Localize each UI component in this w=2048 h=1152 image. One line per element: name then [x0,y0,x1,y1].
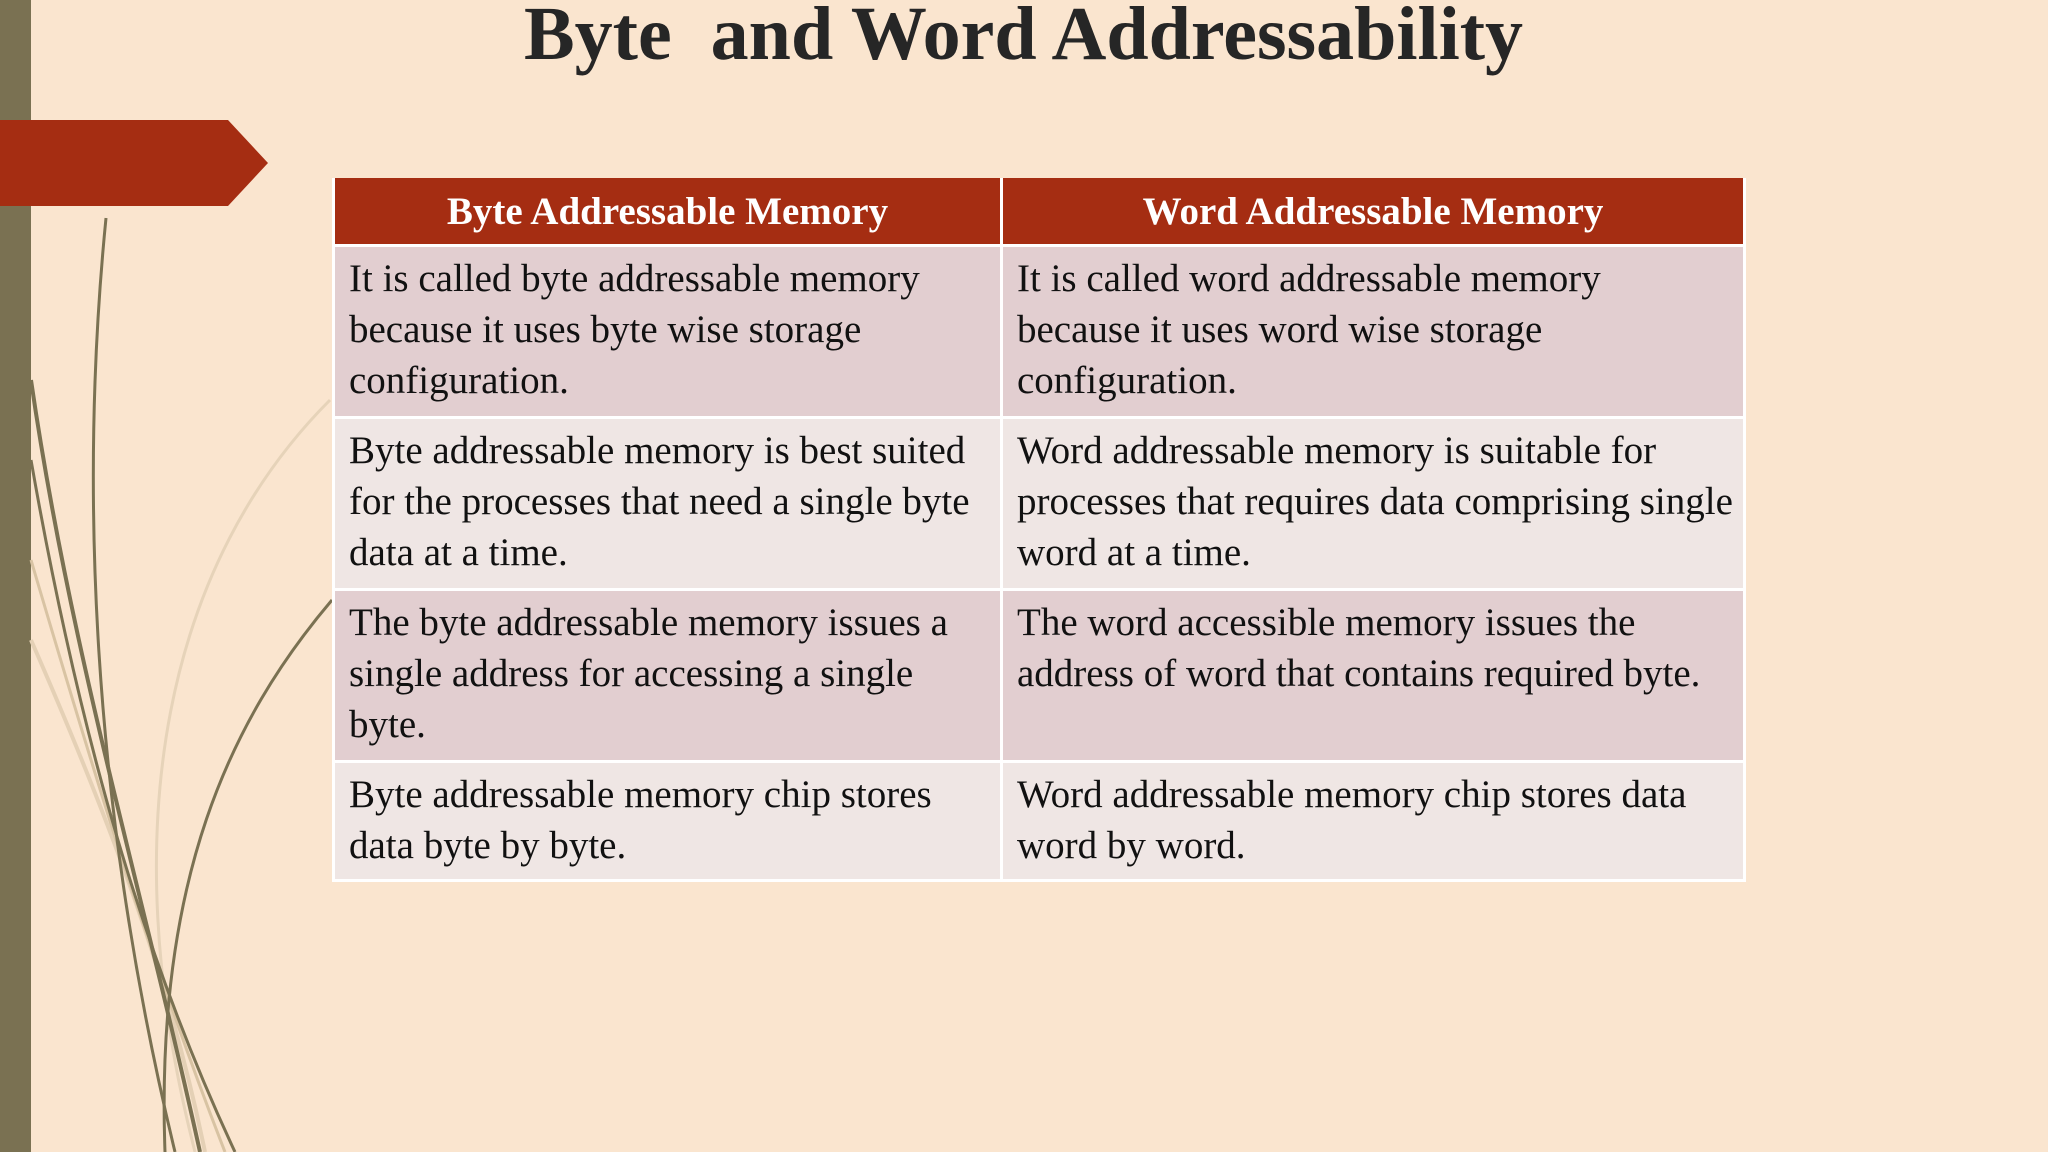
table-cell-word: Word addressable memory is suitable for processes that requires data comprising single word at a time. [1002,418,1745,590]
table-cell-byte: Byte addressable memory chip stores data byte by byte. [334,762,1002,881]
table-row [334,418,1745,590]
title-part-2: and Word Addressability [710,0,1524,76]
table-cell-byte: Byte addressable memory is best suited for the processes that need a single byte data at a time. [334,418,1002,590]
header-byte-addressable: Byte Addressable Memory [334,178,1002,246]
comparison-table [332,178,1746,882]
table-cell-word: Word addressable memory chip stores data word by word. [1002,762,1745,881]
arrow-banner [0,120,268,206]
table-row [334,762,1745,881]
decorative-stems [0,0,360,1152]
slide-title [0,0,2048,74]
table-header-row [334,178,1745,246]
title-part-1: Byte [523,0,672,76]
table-cell-word: It is called word addressable memory because it uses word wise storage configuration. [1002,246,1745,418]
table-cell-word: The word accessible memory issues the address of word that contains required byte. [1002,590,1745,762]
header-word-addressable: Word Addressable Memory [1002,178,1745,246]
table-cell-byte: The byte addressable memory issues a single address for accessing a single byte. [334,590,1002,762]
table-row [334,246,1745,418]
table-cell-byte: It is called byte addressable memory because it uses byte wise storage configuration. [334,246,1002,418]
table-row [334,590,1745,762]
